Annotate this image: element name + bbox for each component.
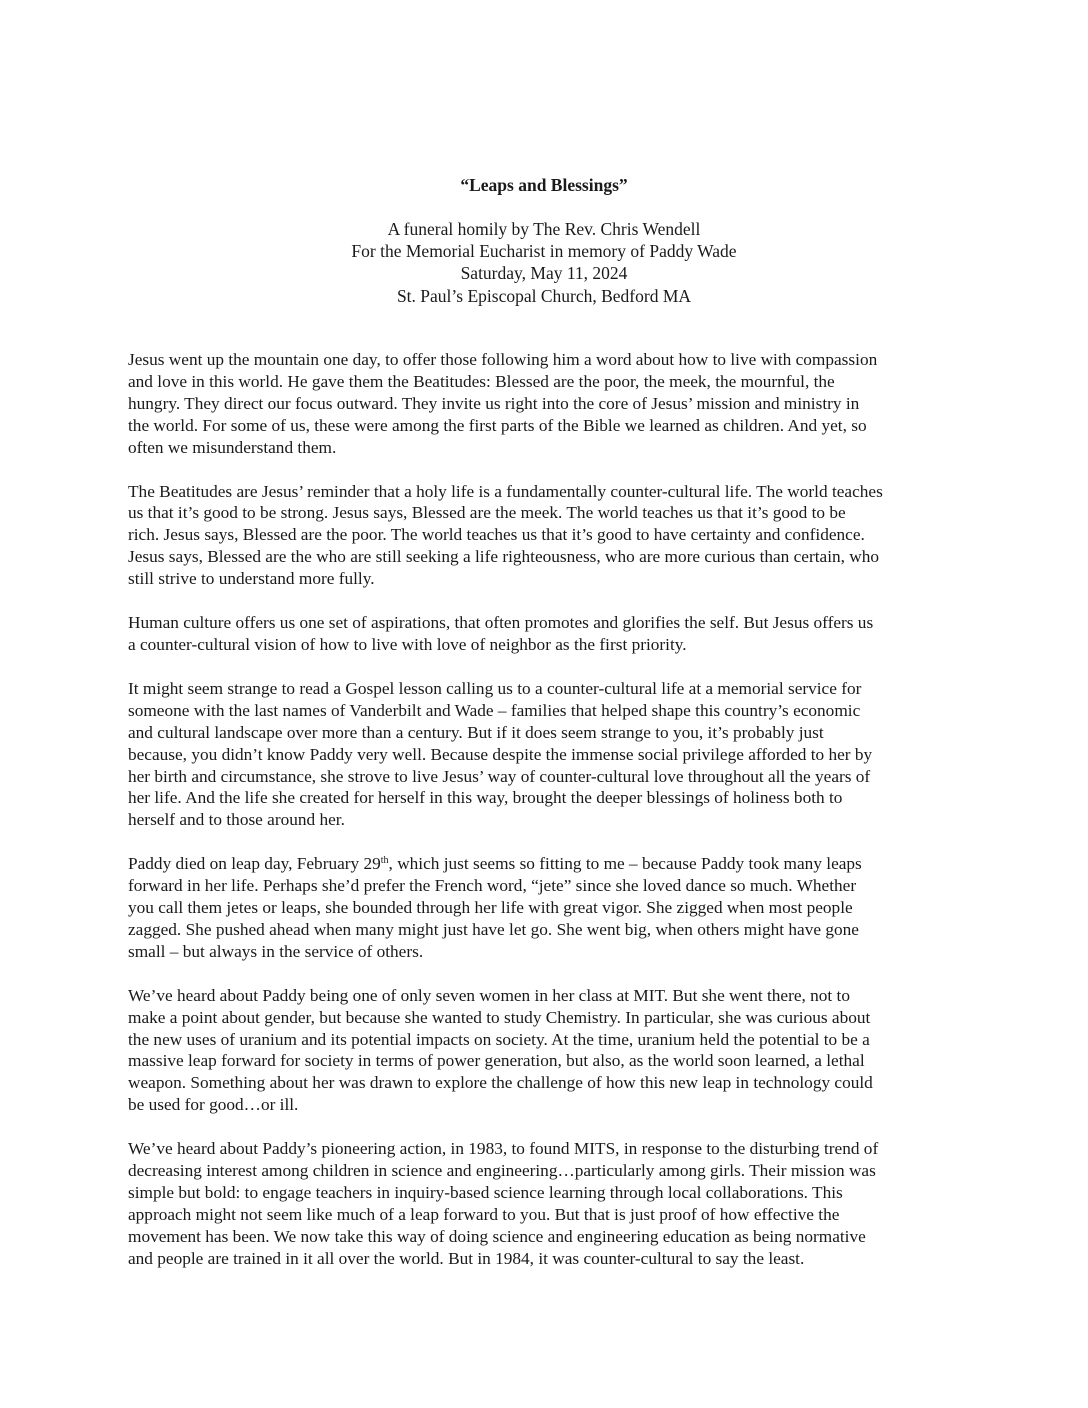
text-line: the world. For some of us, these were among the first parts of the Bible we learned as children. And yet, so xyxy=(128,415,867,435)
text-line: massive leap forward for society in terms of power generation, but also, as the world soon learned, a lethal xyxy=(128,1051,865,1071)
text-line: her life. And the life she created for herself in this way, brought the deeper blessings of holiness both to xyxy=(128,788,843,808)
text-line: The Beatitudes are Jesus’ reminder that a holy life is a fundamentally counter-cultural life. The world teaches xyxy=(128,481,883,501)
text-line-leap-day xyxy=(128,853,958,875)
paragraph-5 xyxy=(128,853,958,963)
text-line: hungry. They direct our focus outward. They invite us right into the core of Jesus’ mission and ministry in xyxy=(128,393,860,413)
paragraph-1 xyxy=(128,349,958,459)
paragraph-3 xyxy=(128,612,958,656)
text-line: because, you didn’t know Paddy very well. Because despite the immense social privilege afforded to her by xyxy=(128,744,873,764)
text-line: simple but bold: to engage teachers in inquiry-based science learning through local collaborations. This xyxy=(128,1183,843,1202)
text-line: herself and to those around her. xyxy=(128,810,345,830)
text-line: and love in this world. He gave them the Beatitudes: Blessed are the poor, the meek, the mournful, the xyxy=(128,371,835,391)
text-line: be used for good…or ill. xyxy=(128,1095,299,1115)
text-line: someone with the last names of Vanderbilt and Wade – families that helped shape this country’s economic xyxy=(128,700,861,720)
paragraph-7 xyxy=(128,1138,958,1269)
text-line: rich. Jesus says, Blessed are the poor. The world teaches us that it’s good to have certainty and confidence. xyxy=(128,525,865,545)
subtitle-line-occasion: For the Memorial Eucharist in memory of Paddy Wade xyxy=(351,241,737,262)
homily-title: “Leaps and Blessings” xyxy=(460,175,628,195)
text-line: and cultural landscape over more than a century. But if it does seem strange to you, it’s probably just xyxy=(128,722,824,742)
text-line: small – but always in the service of others. xyxy=(128,941,424,961)
paragraph-6 xyxy=(128,985,958,1116)
text-line: approach might not seem like much of a leap forward to you. But that is just proof of how effective the xyxy=(128,1204,840,1224)
ordinal-suffix: th xyxy=(380,855,389,867)
text-line: often we misunderstand them. xyxy=(128,437,337,457)
text-line: the new uses of uranium and its potential impacts on society. At the time, uranium held the potential to be a xyxy=(128,1029,870,1049)
text-line: make a point about gender, but because she wanted to study Chemistry. In particular, she was curious about xyxy=(128,1007,871,1027)
subtitle-line-location: St. Paul’s Episcopal Church, Bedford MA xyxy=(396,285,692,306)
text-line: We’ve heard about Paddy being one of only seven women in her class at MIT. But she went there, not to xyxy=(128,985,850,1005)
paragraph-4 xyxy=(128,678,958,831)
text-line: It might seem strange to read a Gospel lesson calling us to a counter-cultural life at a memorial service for xyxy=(128,678,862,698)
text-line: Human culture offers us one set of aspirations, that often promotes and glorifies the self. But Jesus offers us xyxy=(128,613,874,633)
homily-subtitle xyxy=(0,218,1088,307)
text-line: a counter-cultural vision of how to live with love of neighbor as the first priority. xyxy=(128,634,687,654)
text-line: We’ve heard about Paddy’s pioneering action, in 1983, to found MITS, in response to the disturbing trend of xyxy=(128,1139,879,1159)
text-line: Jesus went up the mountain one day, to offer those following him a word about how to live with compassion xyxy=(128,350,878,369)
homily-body xyxy=(128,349,958,1292)
text-line: and people are trained in it all over the world. But in 1984, it was counter-cultural to say the least. xyxy=(128,1248,805,1268)
text-line: weapon. Something about her was drawn to explore the challenge of how this new leap in technology could xyxy=(128,1073,873,1093)
text-line: still strive to understand more fully. xyxy=(128,569,375,589)
text-line: zagged. She pushed ahead when many might just have let go. She went big, when others might have gone xyxy=(128,919,859,939)
text-line: you call them jetes or leaps, she bounded through her life with great vigor. She zigged when most people xyxy=(128,898,853,918)
text-line: us that it’s good to be strong. Jesus says, Blessed are the meek. The world teaches us that it’s good to be xyxy=(128,503,846,523)
leap-day-text-continued: , which just seems so fitting to me – because Paddy took many leaps xyxy=(388,854,862,874)
text-line: forward in her life. Perhaps she’d prefer the French word, “jete” since she loved dance so much. Whether xyxy=(128,876,857,896)
text-line: Jesus says, Blessed are the who are still seeking a life righteousness, who are more curious than certain, who xyxy=(128,547,880,567)
text-line: her birth and circumstance, she strove to live Jesus’ way of counter-cultural love throughout all the years of xyxy=(128,766,871,786)
paragraph-2 xyxy=(128,481,958,591)
text-line: movement has been. We now take this way of doing science and engineering education as being normative xyxy=(128,1226,866,1246)
subtitle-line-date: Saturday, May 11, 2024 xyxy=(460,263,628,284)
subtitle-line-author: A funeral homily by The Rev. Chris Wendell xyxy=(387,219,701,239)
leap-day-text: Paddy died on leap day, February 29 xyxy=(128,854,381,874)
text-line: decreasing interest among children in science and engineering…particularly among girls. Their mission was xyxy=(128,1161,876,1181)
